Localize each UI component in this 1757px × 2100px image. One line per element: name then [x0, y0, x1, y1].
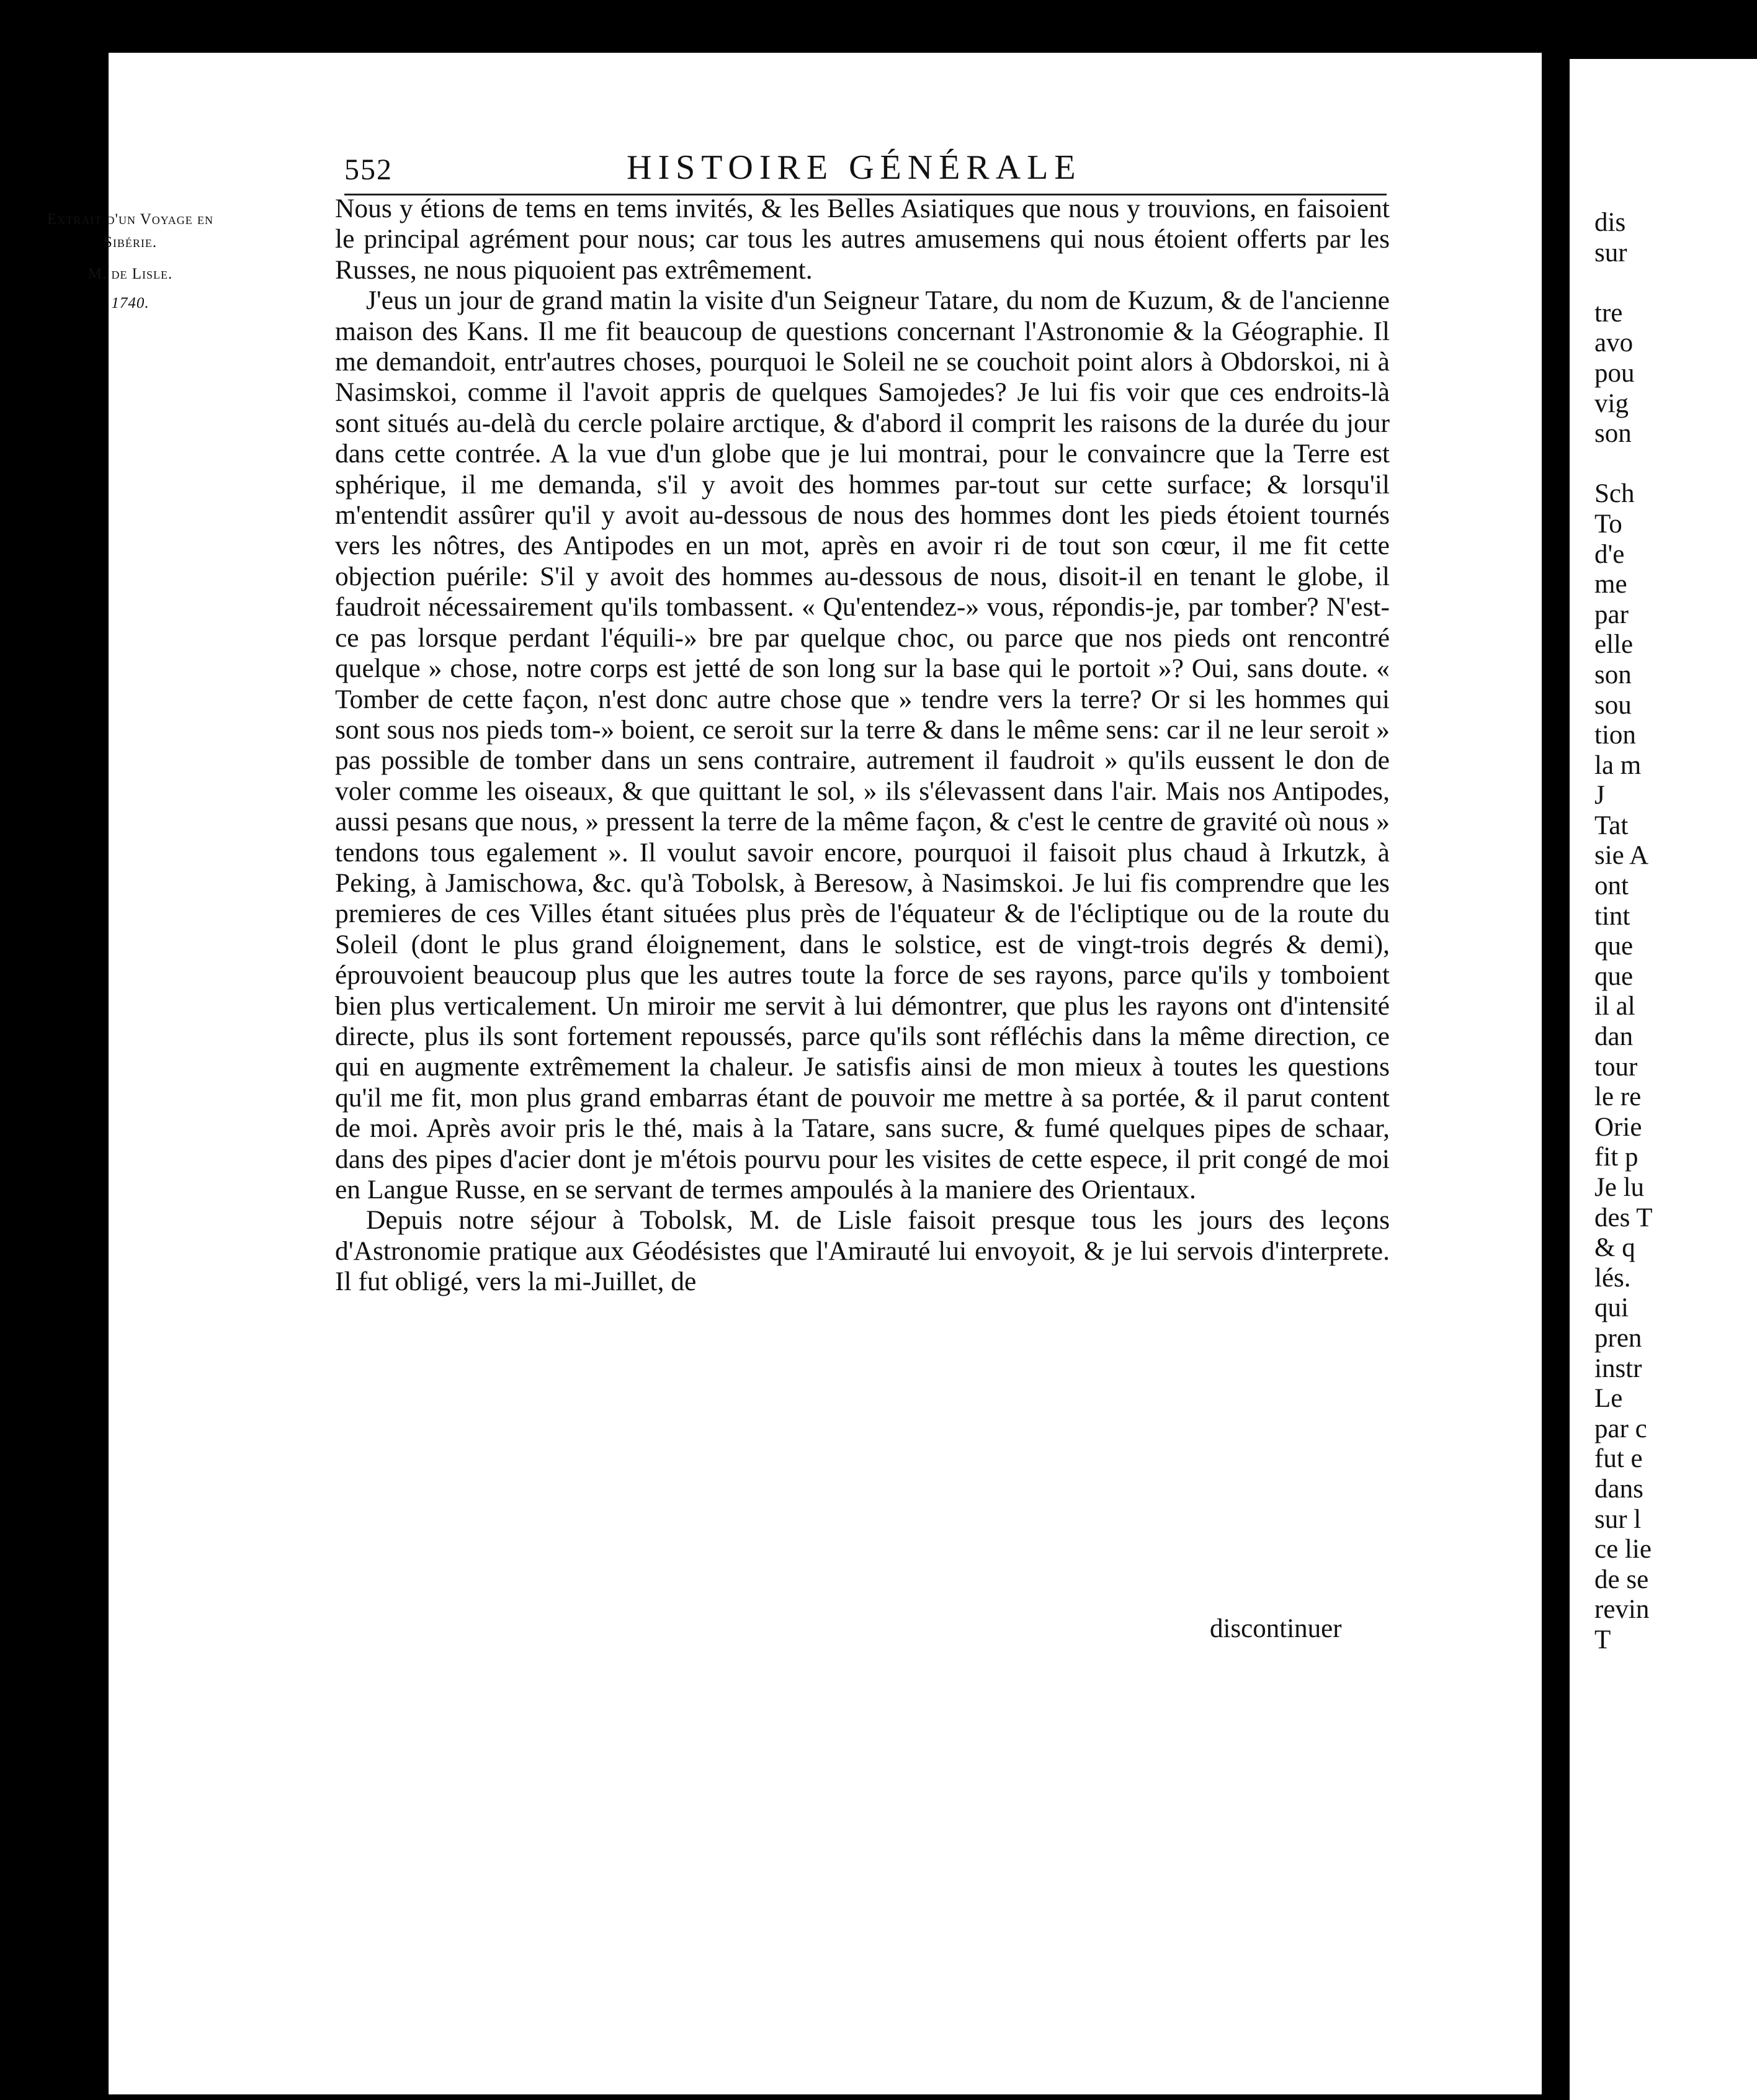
facing-page-line: sur l [1594, 1504, 1642, 1534]
facing-page-line: T [1594, 1625, 1611, 1654]
facing-page-line: par c [1594, 1414, 1647, 1443]
right-page [1570, 59, 1757, 2100]
facing-page-line: pou [1594, 358, 1635, 388]
facing-page-line: par [1594, 599, 1629, 629]
facing-page-line: tint [1594, 901, 1630, 931]
facing-page-line: fut e [1594, 1444, 1643, 1474]
facing-page-line: lés. [1594, 1263, 1631, 1293]
facing-page-line: instr [1594, 1353, 1642, 1383]
facing-page-line: J [1594, 781, 1605, 810]
paragraph: Depuis notre séjour à Tobolsk, M. de Lisle faisoit presque tous les jours des leçons d'Astronomie pratique aux Géodésistes que l'Amirauté lui envoyoit, & je lui servois d'interprete. Il fut obligé, vers la mi-Juillet, de [335, 1205, 1390, 1297]
facing-page-line: des T [1594, 1203, 1653, 1232]
facing-page-line: sie A [1594, 841, 1649, 871]
paragraph: Nous y étions de tems en tems invités, & les Belles Asiatiques que nous y trouvions, en faisoient le principal agrément pour nous; car tous les autres amusemens qui nous étoient offerts par les Russes, ne nous piquoient pas extrêmement. [335, 194, 1390, 285]
facing-page-line: vig [1594, 388, 1629, 418]
facing-page-line: dis [1594, 208, 1626, 237]
facing-page-line: dans [1594, 1474, 1643, 1504]
facing-page-line: dan [1594, 1022, 1634, 1052]
facing-page-line: & q [1594, 1233, 1635, 1263]
facing-page-line [1594, 268, 1757, 298]
facing-page-line: Tat [1594, 810, 1629, 840]
facing-page-line: To [1594, 509, 1622, 539]
facing-page-line: ce lie [1594, 1535, 1652, 1564]
facing-page-line: que [1594, 931, 1634, 961]
facing-page-line: de se [1594, 1564, 1649, 1594]
main-text [335, 194, 1390, 1298]
facing-page-line: il al [1594, 992, 1635, 1021]
facing-page-line: qui [1594, 1293, 1629, 1323]
facing-page-line: tion [1594, 720, 1636, 750]
facing-page-line: sou [1594, 690, 1632, 720]
facing-page-line: son [1594, 660, 1632, 689]
facing-page-line: tre [1594, 298, 1623, 328]
running-head-title: HISTOIRE GÉNÉRALE [627, 148, 1082, 187]
facing-page-line: elle [1594, 630, 1634, 660]
facing-page-line: son [1594, 419, 1632, 449]
book-gutter [1542, 53, 1570, 2100]
facing-page-line: fit p [1594, 1142, 1639, 1172]
facing-page-text [1594, 208, 1757, 1656]
facing-page-line: le re [1594, 1082, 1642, 1112]
facing-page-line: Orie [1594, 1112, 1642, 1142]
facing-page-line: que [1594, 961, 1634, 991]
facing-page-line: d'e [1594, 539, 1625, 569]
facing-page-line: tour [1594, 1052, 1638, 1082]
margin-note-year: 1740. [111, 295, 150, 312]
page-number: 552 [344, 153, 393, 186]
margin-note-title: Extrait d'un Voyage en Sibérie. [47, 211, 214, 251]
running-head [344, 148, 1387, 191]
facing-page-line: Je lu [1594, 1173, 1645, 1202]
margin-note-author: M. de Lisle. [87, 266, 173, 282]
facing-page-line: pren [1594, 1323, 1642, 1353]
paragraph: J'eus un jour de grand matin la visite d'un Seigneur Tatare, du nom de Kuzum, & de l'ancienne maison des Kans. Il me fit beaucoup de questions concernant l'Astronomie & la Géographie. Il me demandoit, entr'autres choses, pourquoi le Soleil ne se couchoit point alors à Obdorskoi, ni à Nasimskoi, comme il l'avoit appris de quelques Samojedes? Je lui fis voir que ces endroits-là sont situés au-delà du cercle polaire arctique, & d'abord il comprit les raisons de la durée du jour dans cette contrée. A la vue d'un globe que je lui montrai, pour le convaincre que la Terre est sphérique, il me demanda, s'il y avoit des hommes par-tout sur cette surface; & lorsqu'il m'entendit assûrer qu'il y avoit au-dessous de nous des hommes dont les pieds étoient tournés vers les nôtres, des Antipodes en un mot, après en avoir ri de tout son cœur, il me fit cette objection puérile: S'il y avoit des hommes au-dessous de nous, disoit-il en tenant le globe, il faudroit nécessairement qu'ils tombassent. « Qu'entendez-» vous, répondis-je, par tomber? N'est-ce pas lorsque perdant l'équili-» bre par quelque choc, ou parce que nos pieds ont rencontré quelque » chose, notre corps est jetté de son long sur la base qui le portoit »? Oui, sans doute. « Tomber de cette façon, n'est donc autre chose que » tendre vers la terre? Or si les hommes qui sont sous nos pieds tom-» boient, ce seroit sur la terre & dans le même sens: car il ne leur seroit » pas possible de tomber dans un sens contraire, autrement il faudroit » qu'ils eussent le don de voler comme les oiseaux, & que quittant le sol, » ils s'élevassent dans l'air. Mais nos Antipodes, aussi pesans que nous, » pressent la terre de la même façon, & c'est le centre de gravité où nous » tendons tous egalement ». Il voulut savoir encore, pourquoi il faisoit plus chaud à Irkutzk, à Peking, à Jamischowa, &c. qu'à Tobolsk, à Beresow, à Nasimskoi. Je lui fis comprendre que les premieres de ces Villes étant situées plus près de l'équateur & de l'écliptique ou de la route du Soleil (dont le plus grand éloignement, dans le solstice, est de vingt-trois degrés & demi), éprouvoient beaucoup plus que les autres toute la force de ses rayons, parce qu'ils y tomboient bien plus verticalement. Un miroir me servit à lui démontrer, que plus les rayons ont d'intensité directe, plus ils sont fortement repoussés, parce qu'ils sont réfléchis dans la même direction, ce qui en augmente extrêmement la chaleur. Je satisfis ainsi de mon mieux à toutes les questions qu'il me fit, mon plus grand embarras étant de pouvoir me mettre à sa portée, & il parut content de moi. Après avoir pris le thé, mais à la Tatare, sans sucre, & fumé quelques pipes de schaar, dans des pipes d'acier dont je m'étois pourvu pour les visites de cette espece, il prit congé de moi en Langue Russe, en se servant de termes ampoulés à la maniere des Orientaux. [335, 285, 1390, 1205]
facing-page-line: avo [1594, 328, 1634, 358]
facing-page-line: ont [1594, 871, 1629, 901]
facing-page-line: Sch [1594, 479, 1635, 509]
facing-page-line: la m [1594, 750, 1642, 780]
facing-page-line: revin [1594, 1595, 1650, 1625]
facing-page-line: me [1594, 570, 1627, 599]
catchword: discontinuer [1210, 1614, 1342, 1643]
facing-page-line [1594, 449, 1757, 480]
facing-page-line: sur [1594, 238, 1627, 267]
margin-note [37, 208, 223, 315]
facing-page-line: Le [1594, 1384, 1623, 1414]
